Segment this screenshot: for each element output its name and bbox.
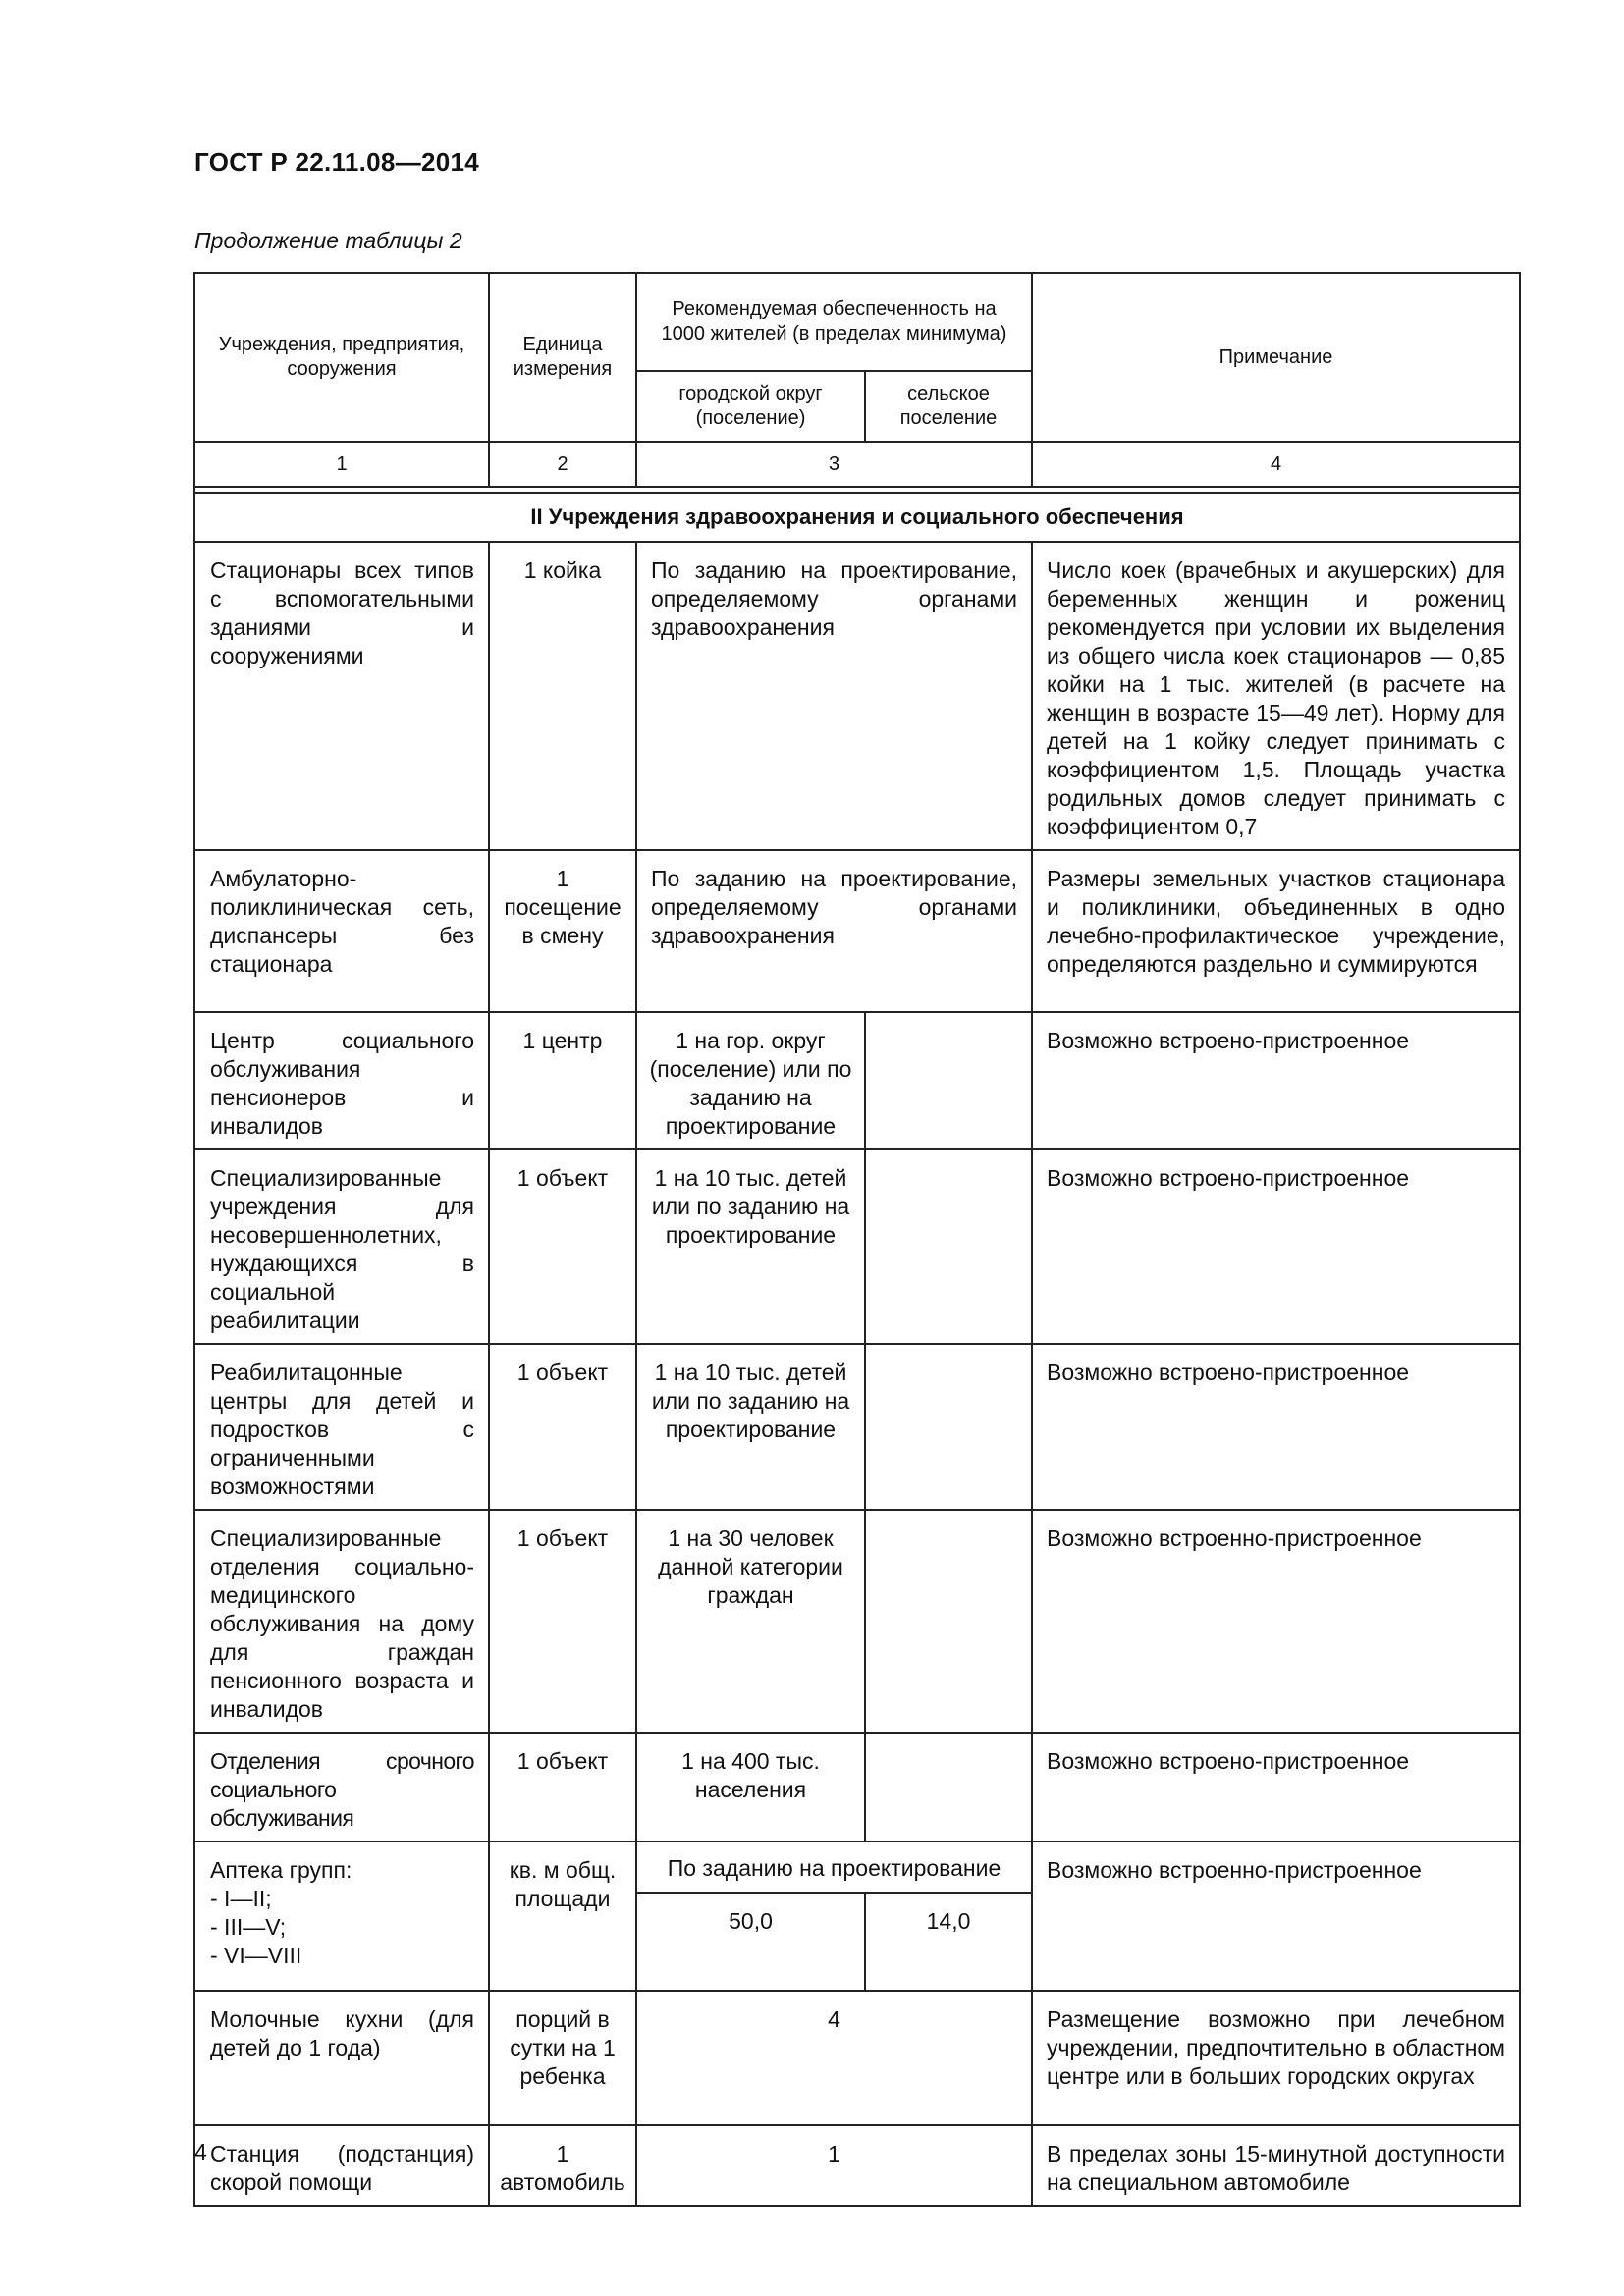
unit-of-measure: 1 центр [489,1012,636,1149]
unit-of-measure: 1 объект [489,1149,636,1344]
column-numbers-row [194,442,1520,487]
provision-rural [865,1344,1032,1510]
column-number: 3 [636,442,1032,487]
provision-city: 1 на 30 человек данной категории граждан [636,1510,865,1733]
column-number: 2 [489,442,636,487]
institution-name: Специализированные учреждения для несовершеннолетних, нуждающихся в социальной реабилитации [194,1149,489,1344]
provision-value: 4 [636,1991,1032,2125]
pharmacy-group: - I—II; [210,1886,272,1911]
unit-of-measure: 1 объект [489,1733,636,1842]
institution-name: Реабилитацонные центры для детей и подростков с ограниченными возможностями [194,1344,489,1510]
table-row [194,1991,1520,2125]
institution-name: Амбулаторно-поликлиническая сеть, диспансеры без стационара [194,850,489,1012]
provision-value: По заданию на проектирование [636,1842,1032,1893]
note-text: В пределах зоны 15-минутной доступности на специальном автомобиле [1032,2125,1520,2206]
header-note: Примечание [1032,273,1520,442]
unit-of-measure: 1 автомобиль [489,2125,636,2206]
section-title: II Учреждения здравоохранения и социального обеспечения [194,493,1520,542]
note-text: Возможно встроено-пристроенное [1032,1344,1520,1510]
institution-name: Молочные кухни (для детей до 1 года) [194,1991,489,2125]
column-number: 4 [1032,442,1520,487]
provision-value: По заданию на проектирование, определяемому органами здравоохранения [636,542,1032,850]
provision-city: 1 на 10 тыс. детей или по заданию на проектирование [636,1149,865,1344]
institution-name: Стационары всех типов с вспомогательными зданиями и сооружениями [194,542,489,850]
provision-value: По заданию на проектирование, определяемому органами здравоохранения [636,850,1032,1012]
note-text: Возможно встроено-пристроенное [1032,1012,1520,1149]
table-row [194,1344,1520,1510]
note-text: Размещение возможно при лечебном учреждении, предпочтительно в областном центре или в больших городских округах [1032,1991,1520,2125]
provision-city: 1 на 10 тыс. детей или по заданию на проектирование [636,1344,865,1510]
section-row [194,493,1520,542]
note-text: Возможно встроенно-пристроенное [1032,1510,1520,1733]
note-text: Возможно встроено-пристроенное [1032,1733,1520,1842]
table-row [194,1012,1520,1149]
table-row [194,1149,1520,1344]
unit-of-measure: 1 объект [489,1510,636,1733]
table-row [194,2125,1520,2206]
institution-name: Станция (подстанция) скорой помощи [194,2125,489,2206]
institution-name: Отделения срочного социального обслуживания [194,1733,489,1842]
table-row [194,542,1520,850]
column-number: 1 [194,442,489,487]
pharmacy-title: Аптека групп: [210,1857,352,1883]
provision-value: 1 [636,2125,1032,2206]
table-row [194,1842,1520,1893]
note-text: Число коек (врачебных и акушерских) для беременных женщин и рожениц рекомендуется при условии их выделения из общего числа коек стационаров — 0,85 койки на 1 тыс. жителей (в расчете на женщин в возрасте 15—49 лет). Норму для детей на 1 койку следует принимать с коэффициентом 1,5. Площадь участка родильных домов следует принимать с коэффициентом 0,7 [1032,542,1520,850]
header-institutions: Учреждения, предприятия, сооружения [194,273,489,442]
table-row [194,1733,1520,1842]
provision-rural: 14,0 [865,1893,1032,1991]
provision-city: 1 на 400 тыс. населения [636,1733,865,1842]
note-text: Возможно встроено-пристроенное [1032,1149,1520,1344]
unit-of-measure: 1 посещение в смену [489,850,636,1012]
table-caption: Продолжение таблицы 2 [194,228,462,253]
pharmacy-group: - VI—VIII [210,1943,302,1968]
note-text: Возможно встроенно-пристроенное [1032,1842,1520,1991]
provision-rural [865,1510,1032,1733]
header-rural: сельское поселение [865,371,1032,442]
institution-name: Центр социального обслуживания пенсионеров и инвалидов [194,1012,489,1149]
pharmacy-group: - III—V; [210,1914,287,1940]
page-number: 4 [194,2139,207,2164]
provision-rural [865,1012,1032,1149]
unit-of-measure: кв. м общ. площади [489,1842,636,1991]
provision-rural [865,1733,1032,1842]
unit-of-measure: порций в сутки на 1 ребенка [489,1991,636,2125]
document-code: ГОСТ Р 22.11.08—2014 [194,147,480,177]
header-provision: Рекомендуемая обеспеченность на 1000 жителей (в пределах минимума) [636,273,1032,371]
unit-of-measure: 1 объект [489,1344,636,1510]
unit-of-measure: 1 койка [489,542,636,850]
provision-city: 1 на гор. округ (поселение) или по заданию на проектирование [636,1012,865,1149]
table-header-row [194,273,1520,371]
note-text: Размеры земельных участков стационара и поликлиники, объединенных в одно лечебно-профилактическое учреждение, определяются раздельно и суммируются [1032,850,1520,1012]
norms-table [193,272,1521,2207]
institution-name [194,1842,489,1991]
institution-name: Специализированные отделения социально-медицинского обслуживания на дому для граждан пенсионного возраста и инвалидов [194,1510,489,1733]
table-row [194,1510,1520,1733]
provision-rural [865,1149,1032,1344]
provision-city: 50,0 [636,1893,865,1991]
header-city: городской округ (поселение) [636,371,865,442]
table-row [194,850,1520,1012]
header-unit: Единица измерения [489,273,636,442]
